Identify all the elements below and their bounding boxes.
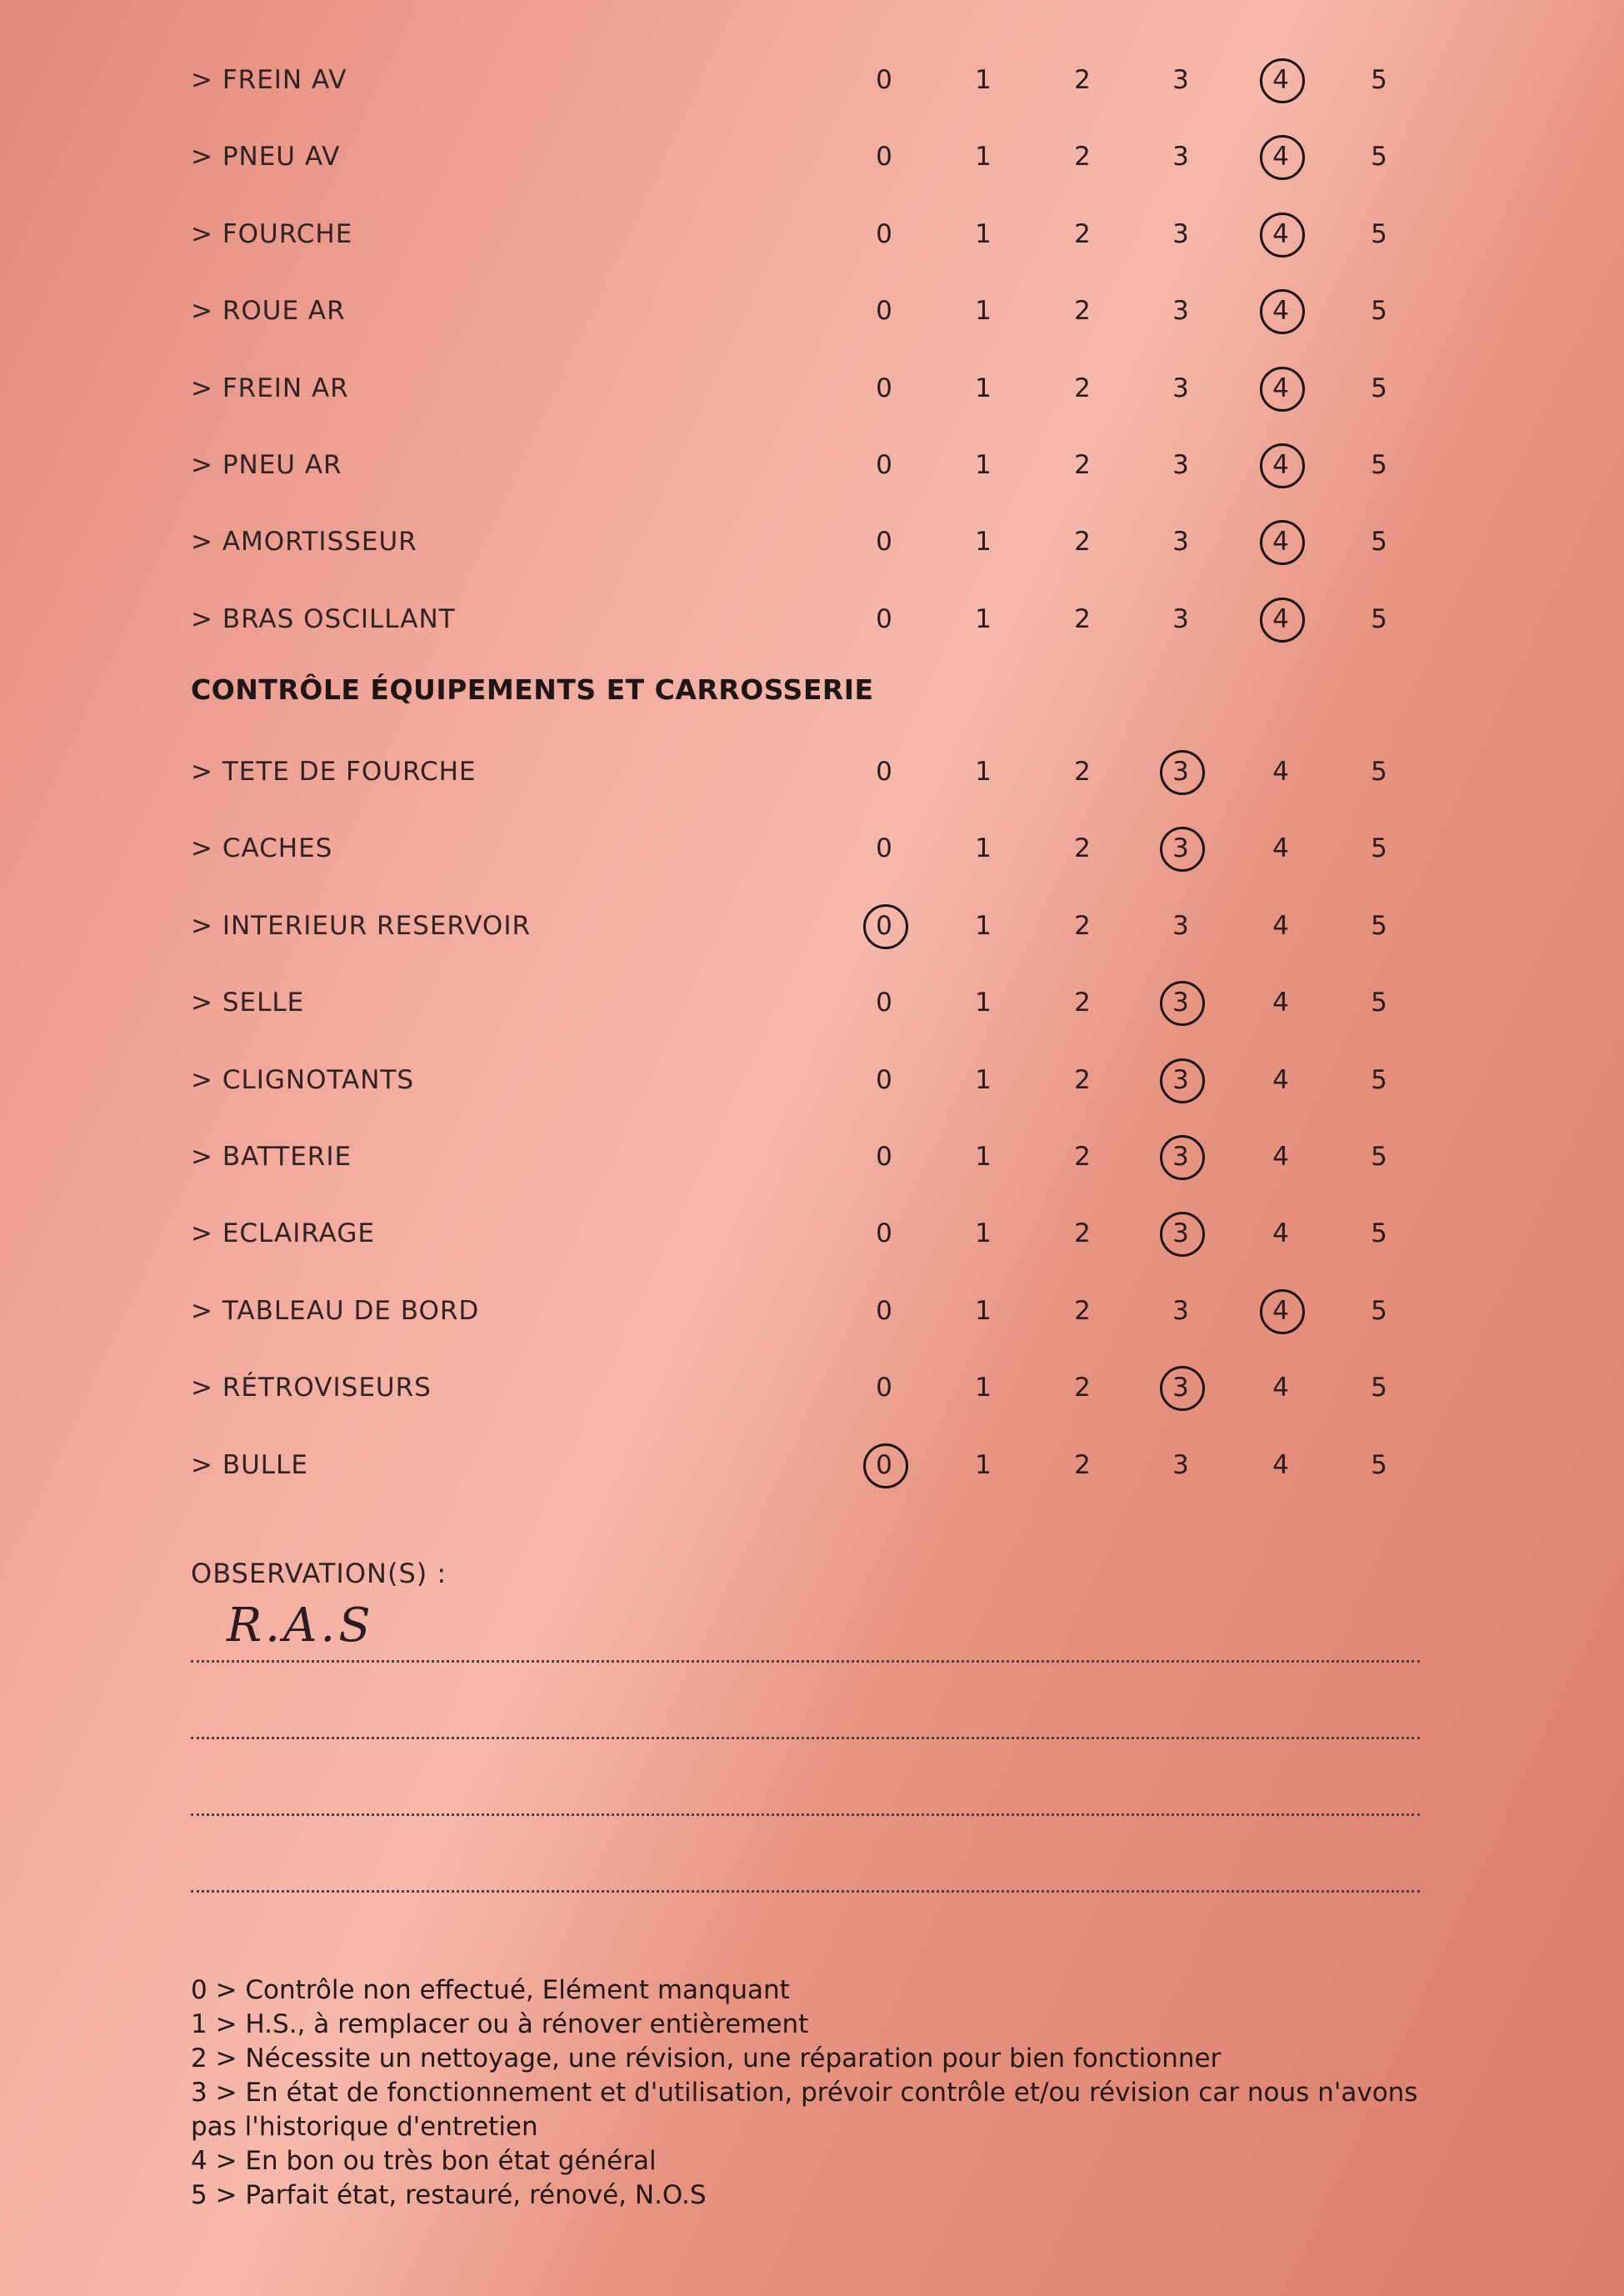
observations-title: OBSERVATION(S) :	[191, 1558, 447, 1589]
score-option[interactable]: 1	[975, 1373, 992, 1403]
score-option[interactable]: 3	[1172, 604, 1189, 634]
score-option[interactable]: 2	[1074, 1450, 1091, 1480]
score-option[interactable]: 2	[1074, 296, 1091, 326]
score-option[interactable]: 0	[876, 833, 892, 863]
row-label: > RÉTROVISEURS	[191, 1373, 432, 1403]
score-option[interactable]: 5	[1371, 1373, 1387, 1403]
score-option-selected[interactable]: 4	[1256, 604, 1306, 634]
score-option[interactable]: 1	[975, 142, 992, 172]
score-option[interactable]: 1	[975, 527, 992, 557]
score-option[interactable]: 5	[1371, 142, 1387, 172]
score-option[interactable]: 3	[1172, 142, 1189, 172]
legend-item: 1 > H.S., à remplacer ou à rénover entièrement	[191, 2009, 809, 2039]
score-option-selected[interactable]: 3	[1156, 1065, 1206, 1095]
row-label: > FREIN AV	[191, 65, 347, 95]
row-label: > PNEU AV	[191, 142, 341, 172]
row-label: > TETE DE FOURCHE	[191, 757, 477, 787]
rating-row	[0, 274, 1624, 351]
score-option[interactable]: 3	[1172, 1296, 1189, 1326]
legend-item: 0 > Contrôle non effectué, Elément manquant	[191, 1975, 790, 2005]
score-option[interactable]: 5	[1371, 1218, 1387, 1248]
score-option-selected[interactable]: 4	[1256, 142, 1306, 172]
score-option[interactable]: 3	[1172, 527, 1189, 557]
score-option[interactable]: 2	[1074, 1142, 1091, 1172]
score-option-selected[interactable]: 4	[1256, 1296, 1306, 1326]
score-option[interactable]: 0	[876, 1373, 892, 1403]
score-option[interactable]: 1	[975, 757, 992, 787]
score-option-selected[interactable]: 4	[1256, 450, 1306, 480]
score-option[interactable]: 5	[1371, 65, 1387, 95]
score-option[interactable]: 3	[1172, 1450, 1189, 1480]
rating-row	[0, 505, 1624, 582]
score-option[interactable]: 5	[1371, 450, 1387, 480]
score-option-selected[interactable]: 3	[1156, 988, 1206, 1018]
rating-row	[0, 1351, 1624, 1428]
score-option-selected[interactable]: 0	[859, 1450, 909, 1480]
score-option[interactable]: 0	[876, 988, 892, 1018]
score-option-selected[interactable]: 4	[1256, 219, 1306, 249]
score-option[interactable]: 2	[1074, 142, 1091, 172]
observations-handwritten-text: R.A.S	[227, 1598, 374, 1653]
score-option[interactable]: 0	[876, 757, 892, 787]
score-option[interactable]: 3	[1172, 450, 1189, 480]
score-option[interactable]: 4	[1272, 1373, 1289, 1403]
score-option[interactable]: 1	[975, 450, 992, 480]
score-option[interactable]: 1	[975, 911, 992, 941]
rating-row	[0, 1197, 1624, 1273]
score-option[interactable]: 5	[1371, 911, 1387, 941]
score-option[interactable]: 0	[876, 1218, 892, 1248]
score-option[interactable]: 1	[975, 1218, 992, 1248]
score-option[interactable]: 4	[1272, 911, 1289, 941]
row-label: > PNEU AR	[191, 450, 342, 480]
rating-row	[0, 43, 1624, 120]
score-option[interactable]: 3	[1172, 219, 1189, 249]
score-option[interactable]: 3	[1172, 65, 1189, 95]
row-label: > AMORTISSEUR	[191, 527, 417, 557]
row-label: > ROUE AR	[191, 296, 346, 326]
score-option[interactable]: 0	[876, 604, 892, 634]
rating-row	[0, 198, 1624, 274]
score-option[interactable]: 5	[1371, 604, 1387, 634]
score-option[interactable]: 2	[1074, 450, 1091, 480]
score-option[interactable]: 2	[1074, 604, 1091, 634]
score-option[interactable]: 5	[1371, 1065, 1387, 1095]
score-option-selected[interactable]: 3	[1156, 833, 1206, 863]
row-label: > CACHES	[191, 833, 333, 863]
score-option[interactable]: 2	[1074, 1065, 1091, 1095]
rating-row	[0, 120, 1624, 197]
score-option[interactable]: 5	[1371, 988, 1387, 1018]
score-option-selected[interactable]: 3	[1156, 757, 1206, 787]
score-option[interactable]: 2	[1074, 833, 1091, 863]
score-option[interactable]: 1	[975, 833, 992, 863]
score-option-selected[interactable]: 4	[1256, 65, 1306, 95]
row-label: > FREIN AR	[191, 373, 349, 403]
score-option[interactable]: 5	[1371, 1450, 1387, 1480]
rating-row	[0, 889, 1624, 966]
observation-line[interactable]	[191, 1813, 1420, 1816]
rating-row	[0, 1043, 1624, 1120]
score-option[interactable]: 0	[876, 1142, 892, 1172]
row-label: > BRAS OSCILLANT	[191, 604, 456, 634]
section-title: CONTRÔLE ÉQUIPEMENTS ET CARROSSERIE	[191, 673, 874, 706]
legend-item: 2 > Nécessite un nettoyage, une révision, une réparation pour bien fonctionner	[191, 2043, 1222, 2073]
score-option[interactable]: 2	[1074, 65, 1091, 95]
score-option[interactable]: 1	[975, 1065, 992, 1095]
score-option[interactable]: 0	[876, 1065, 892, 1095]
row-label: > TABLEAU DE BORD	[191, 1296, 480, 1326]
score-option[interactable]: 4	[1272, 833, 1289, 863]
score-option[interactable]: 5	[1371, 219, 1387, 249]
row-label: > BULLE	[191, 1450, 308, 1480]
score-option-selected[interactable]: 0	[859, 911, 909, 941]
rating-row	[0, 583, 1624, 659]
score-option[interactable]: 1	[975, 604, 992, 634]
score-option[interactable]: 0	[876, 373, 892, 403]
rating-row	[0, 966, 1624, 1043]
score-option[interactable]: 2	[1074, 527, 1091, 557]
row-label: > CLIGNOTANTS	[191, 1065, 415, 1095]
score-option[interactable]: 0	[876, 219, 892, 249]
score-option[interactable]: 5	[1371, 1142, 1387, 1172]
score-option[interactable]: 0	[876, 65, 892, 95]
score-option-selected[interactable]: 4	[1256, 296, 1306, 326]
row-label: > INTERIEUR RESERVOIR	[191, 911, 532, 941]
rating-row	[0, 735, 1624, 812]
score-option[interactable]: 4	[1272, 1218, 1289, 1248]
score-option[interactable]: 0	[876, 1296, 892, 1326]
rating-row	[0, 352, 1624, 428]
score-option[interactable]: 4	[1272, 1142, 1289, 1172]
score-option[interactable]: 1	[975, 296, 992, 326]
score-option[interactable]: 4	[1272, 988, 1289, 1018]
score-option-selected[interactable]: 4	[1256, 527, 1306, 557]
score-option[interactable]: 5	[1371, 833, 1387, 863]
score-option[interactable]: 1	[975, 988, 992, 1018]
rating-row	[0, 1428, 1624, 1505]
score-option[interactable]: 2	[1074, 1218, 1091, 1248]
rating-row	[0, 1120, 1624, 1197]
legend-item: 4 > En bon ou très bon état général	[191, 2146, 657, 2176]
score-option[interactable]: 3	[1172, 911, 1189, 941]
score-option[interactable]: 2	[1074, 757, 1091, 787]
score-option-selected[interactable]: 3	[1156, 1373, 1206, 1403]
score-option[interactable]: 1	[975, 65, 992, 95]
score-option[interactable]: 5	[1371, 296, 1387, 326]
legend-item: 5 > Parfait état, restauré, rénové, N.O.S	[191, 2180, 707, 2210]
observation-line[interactable]	[191, 1890, 1420, 1893]
score-option[interactable]: 2	[1074, 1296, 1091, 1326]
score-option[interactable]: 2	[1074, 1373, 1091, 1403]
score-option[interactable]: 0	[876, 296, 892, 326]
score-option[interactable]: 4	[1272, 1065, 1289, 1095]
score-option[interactable]: 3	[1172, 373, 1189, 403]
score-option[interactable]: 1	[975, 373, 992, 403]
score-option[interactable]: 1	[975, 219, 992, 249]
observation-line[interactable]	[191, 1660, 1420, 1663]
legend-item: 3 > En état de fonctionnement et d'utilisation, prévoir contrôle et/ou révision car nous n'avons pas l'historique d'entretien	[191, 2078, 1418, 2142]
legend	[191, 1973, 1424, 2213]
score-option[interactable]: 0	[876, 142, 892, 172]
row-label: > FOURCHE	[191, 219, 353, 249]
score-option[interactable]: 1	[975, 1450, 992, 1480]
score-option[interactable]: 5	[1371, 757, 1387, 787]
score-option-selected[interactable]: 3	[1156, 1142, 1206, 1172]
row-label: > BATTERIE	[191, 1142, 352, 1172]
rating-row	[0, 812, 1624, 888]
score-option[interactable]: 3	[1172, 296, 1189, 326]
observation-line[interactable]	[191, 1737, 1420, 1739]
score-option-selected[interactable]: 3	[1156, 1218, 1206, 1248]
row-label: > SELLE	[191, 988, 305, 1018]
score-option-selected[interactable]: 4	[1256, 373, 1306, 403]
score-option[interactable]: 4	[1272, 1450, 1289, 1480]
score-option[interactable]: 5	[1371, 527, 1387, 557]
score-option[interactable]: 2	[1074, 911, 1091, 941]
score-option[interactable]: 1	[975, 1296, 992, 1326]
score-option[interactable]: 5	[1371, 1296, 1387, 1326]
score-option[interactable]: 4	[1272, 757, 1289, 787]
rating-row	[0, 1274, 1624, 1351]
score-option[interactable]: 0	[876, 527, 892, 557]
row-label: > ECLAIRAGE	[191, 1218, 375, 1248]
rating-row	[0, 428, 1624, 505]
score-option[interactable]: 2	[1074, 219, 1091, 249]
score-option[interactable]: 2	[1074, 373, 1091, 403]
score-option[interactable]: 1	[975, 1142, 992, 1172]
score-option[interactable]: 5	[1371, 373, 1387, 403]
score-option[interactable]: 0	[876, 450, 892, 480]
score-option[interactable]: 2	[1074, 988, 1091, 1018]
